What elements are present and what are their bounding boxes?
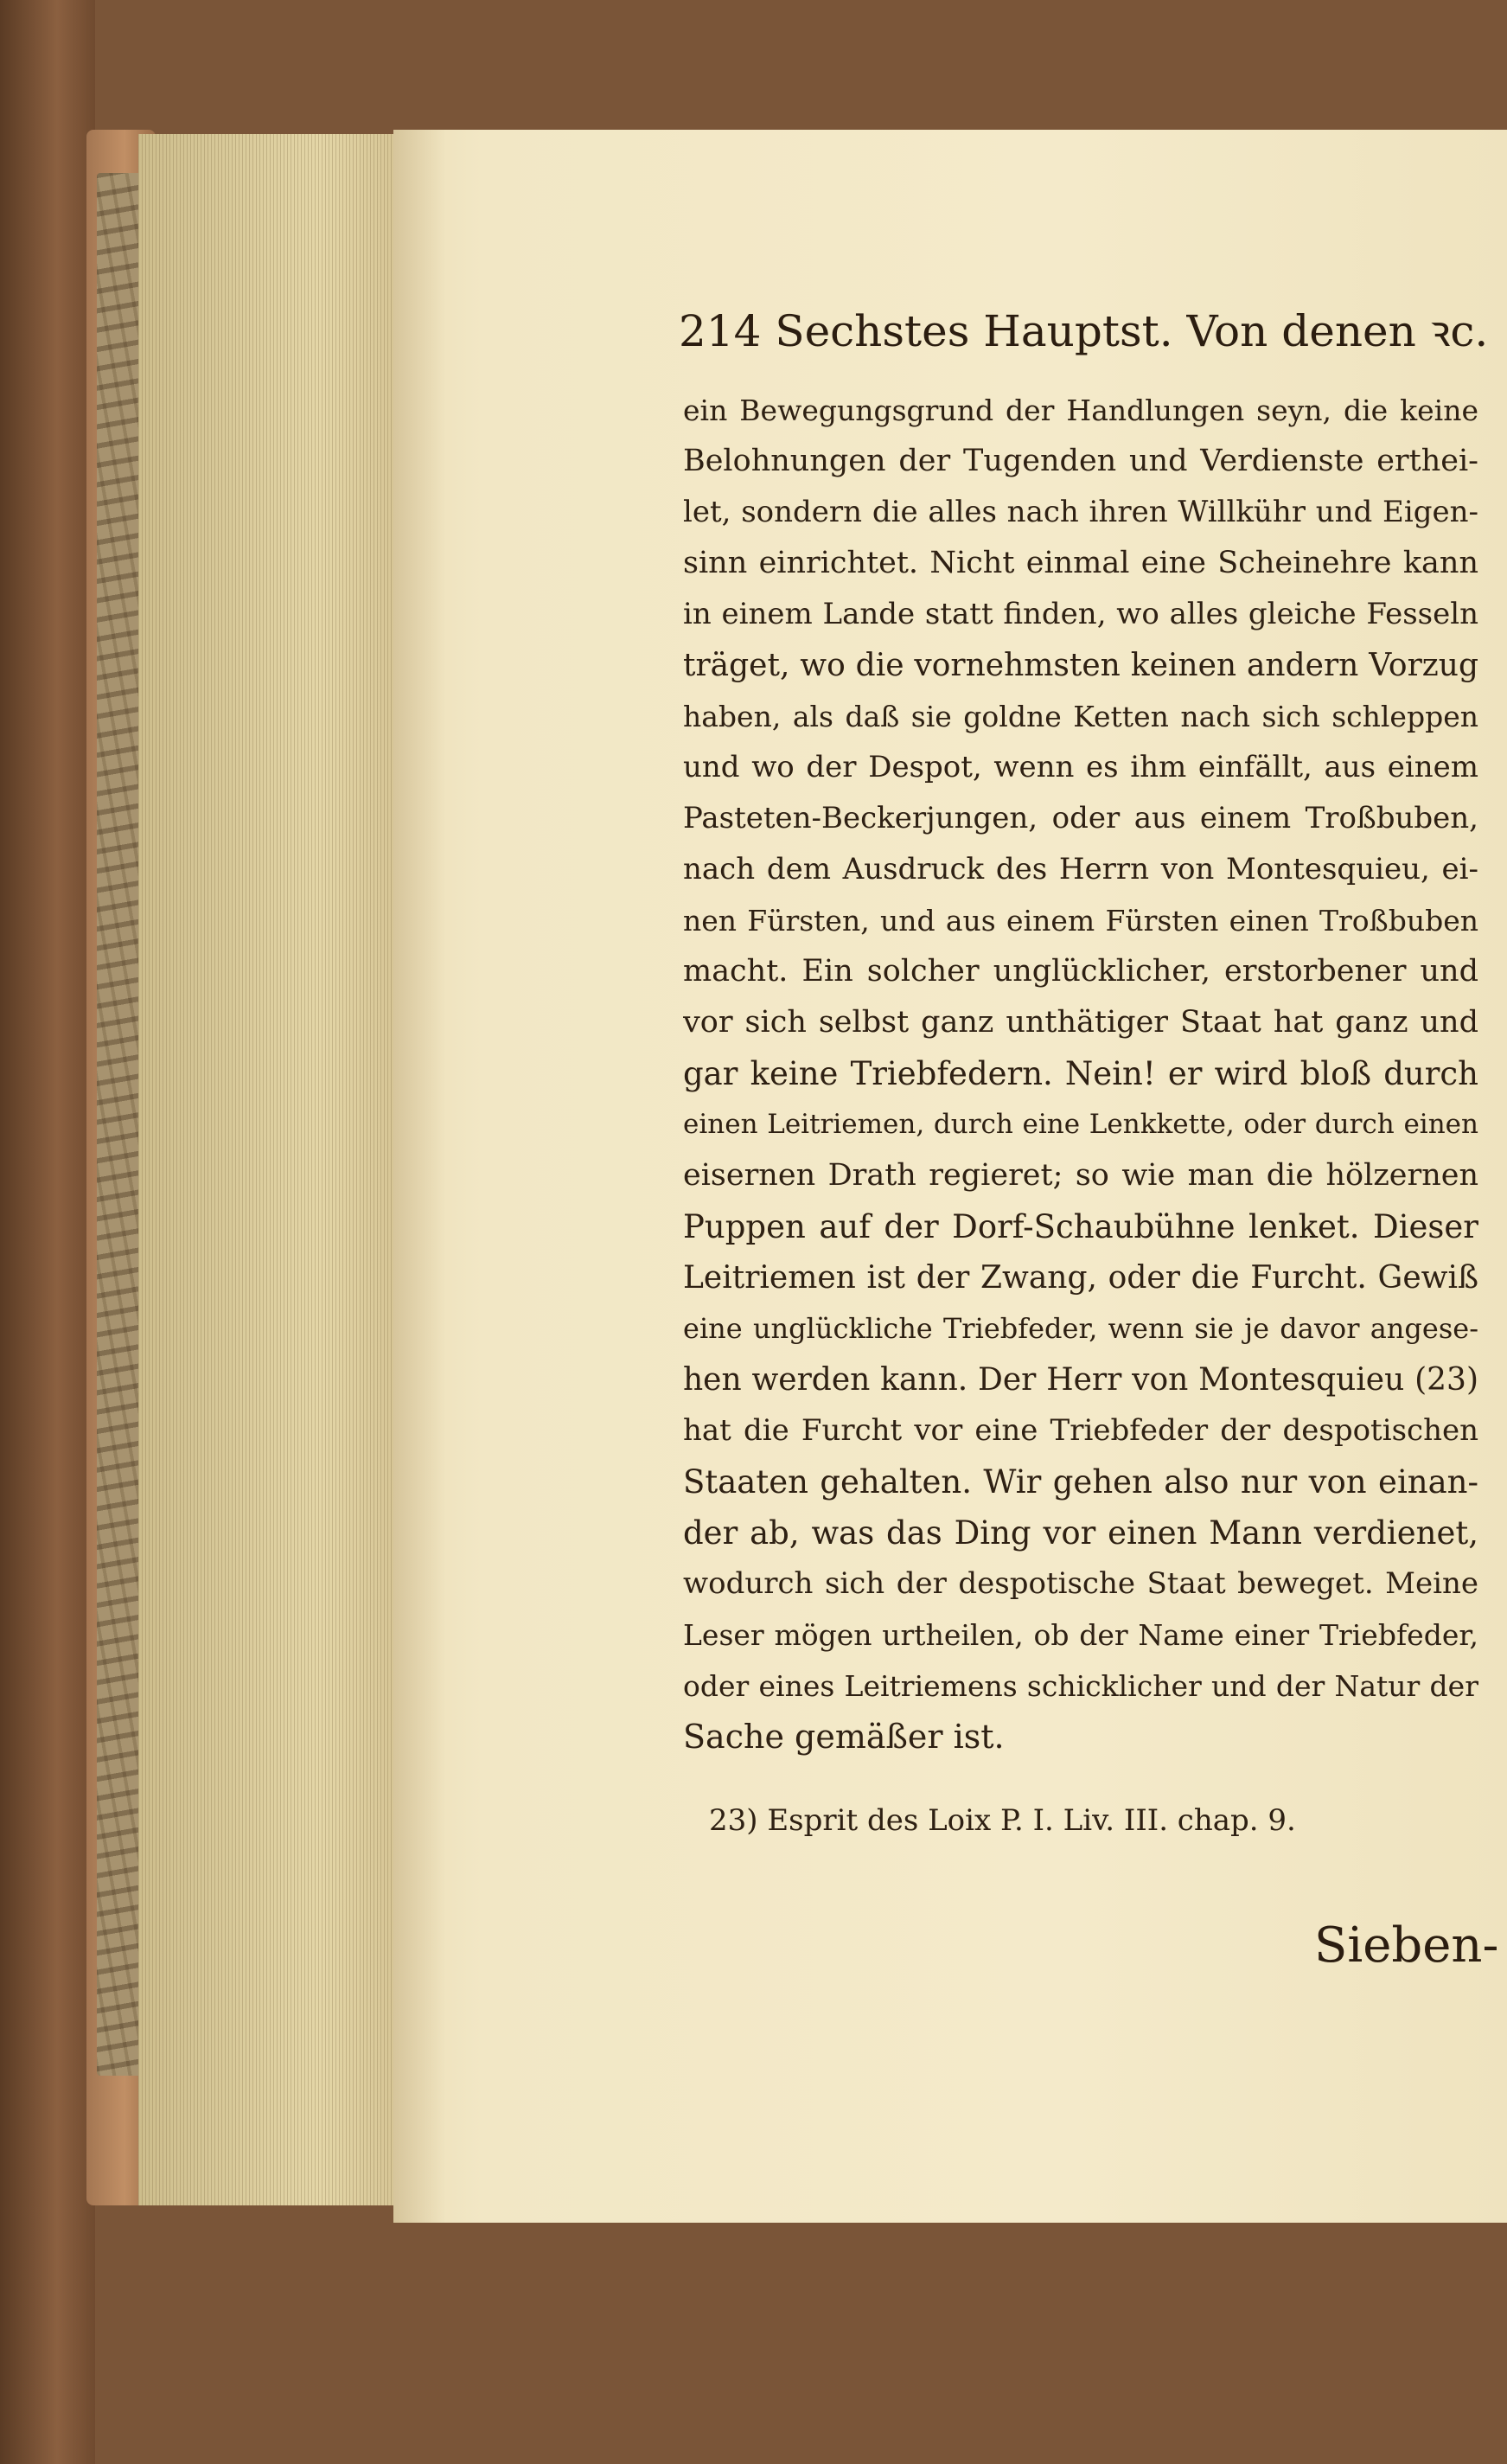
text-line: und wo der Despot, wenn es ihm einfällt, aus einem [683,750,1478,784]
text-line: in einem Lande statt finden, wo alles gleiche Fesseln [683,597,1478,631]
catchword: Sieben- [1314,1917,1499,1974]
text-line: der ab, was das Ding vor einen Mann verdienet, [683,1514,1478,1552]
text-line: eine unglückliche Triebfeder, wenn sie je davor angese- [683,1312,1478,1345]
text-line: Leser mögen urtheilen, ob der Name einer Triebfeder, [683,1618,1478,1652]
text-line: ein Bewegungsgrund der Handlungen seyn, die keine [683,394,1478,427]
text-line: vor sich selbst ganz unthätiger Staat hat ganz und [683,1005,1478,1040]
footnote: 23) Esprit des Loix P. I. Liv. III. chap. 9. [709,1803,1296,1838]
text-line: einen Leitriemen, durch eine Lenkkette, oder durch einen [683,1109,1478,1140]
text-line: macht. Ein solcher unglücklicher, erstorbener und [683,954,1478,989]
text-line: nen Fürsten, und aus einem Fürsten einen Troßbuben [683,904,1478,938]
text-line: träget, wo die vornehmsten keinen andern Vorzug [683,648,1478,683]
text-line: hat die Furcht vor eine Triebfeder der despotischen [683,1413,1478,1448]
text-line: gar keine Triebfedern. Nein! er wird bloß durch [683,1055,1478,1092]
text-line: Sache gemäßer ist. [683,1718,1005,1756]
text-line: eisernen Drath regieret; so wie man die hölzernen [683,1158,1478,1193]
book-cover-left [0,0,95,2464]
text-line: sinn einrichtet. Nicht einmal eine Scheinehre kann [683,546,1478,580]
text-line: wodurch sich der despotische Staat beweget. Meine [683,1566,1478,1601]
text-line: Staaten gehalten. Wir gehen also nur von einan- [683,1463,1478,1501]
text-line: nach dem Ausdruck des Herrn von Montesquieu, ei- [683,852,1478,886]
page-stack-edges [138,134,398,2205]
text-line: Pasteten-Beckerjungen, oder aus einem Troßbuben, [683,801,1478,835]
body-text [683,385,1478,1763]
text-line: Puppen auf der Dorf-Schaubühne lenket. Dieser [683,1208,1478,1245]
text-line: Belohnungen der Tugenden und Verdienste erthei- [683,444,1478,478]
text-line: haben, als daß sie goldne Ketten nach sich schleppen [683,700,1478,733]
text-line: Leitriemen ist der Zwang, oder die Furcht. Gewiß [683,1260,1478,1296]
text-line: oder eines Leitriemens schicklicher und der Natur der [683,1669,1478,1703]
text-line: let, sondern die alles nach ihren Willkühr und Eigen- [683,495,1478,529]
text-line: hen werden kann. Der Herr von Montesquieu (23) [683,1362,1478,1398]
running-head: 214 Sechstes Hauptst. Von denen ꝛc. [679,306,1489,356]
